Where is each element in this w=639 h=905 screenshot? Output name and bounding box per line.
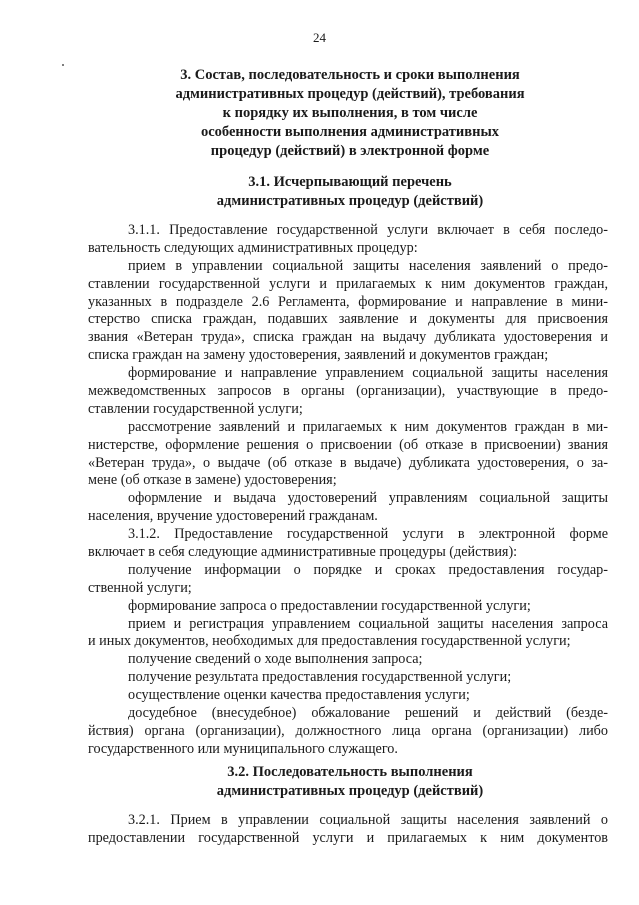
- text-line: получение сведений о ходе выполнения запроса;: [128, 651, 423, 668]
- text-line: населения, вручение удостоверений гражданам.: [88, 508, 378, 525]
- text-line: мене (об отказе в замене) удостоверения;: [88, 472, 337, 489]
- subsection-heading-3-1: [90, 173, 610, 211]
- text-line: йствия) органа (организации), должностного лица органа (организации) либо: [88, 722, 608, 739]
- text-line: формирование и направление управлением социальной защиты населения: [128, 365, 608, 382]
- text-line: межведомственных запросов в органы (организации), участвующие в предо-: [88, 383, 608, 400]
- section-heading-line: 3. Состав, последовательность и сроки выполнения: [180, 67, 520, 83]
- text-line: получение информации о порядке и сроках предоставления государ-: [128, 561, 608, 578]
- subsection-heading-3-2: [90, 763, 610, 801]
- page-number: 24: [313, 30, 326, 45]
- text-line: «Ветеран труда», о выдаче (об отказе в выдаче) дубликата удостоверения, о за-: [88, 454, 608, 471]
- text-line: осуществление оценки качества предоставления услуги;: [128, 687, 470, 704]
- text-line: звания «Ветеран труда», списка граждан на выдачу дубликата удостоверения и: [88, 329, 608, 346]
- text-line: ставлении государственной услуги;: [88, 400, 303, 417]
- scan-speck: [62, 64, 64, 66]
- text-line: получение результата предоставления государственной услуги;: [128, 669, 512, 686]
- subsection-heading-line: административных процедур (действий): [216, 193, 484, 209]
- text-line: досудебное (внесудебное) обжалование решений и действий (безде-: [128, 705, 608, 722]
- text-line: рассмотрение заявлений и прилагаемых к ним документов граждан в ми-: [128, 418, 608, 435]
- subsection-heading-line: 3.2. Последовательность выполнения: [227, 764, 473, 780]
- text-line: нистерстве, оформление решения о присвоении (об отказе в присвоении) звания: [88, 436, 608, 453]
- text-line: оформление и выдача удостоверений управлениям социальной защиты: [128, 490, 608, 507]
- section-heading-line: особенности выполнения административных: [200, 124, 500, 140]
- text-line: 3.1.1. Предоставление государственной услуги включает в себя последо-: [128, 222, 608, 238]
- text-line: ставлении государственной услуги и прилагаемых к ним документов граждан,: [88, 275, 608, 292]
- text-line: стерство списка граждан, подавших заявление и документы для присвоения: [88, 311, 608, 328]
- text-line: прием в управлении социальной защиты населения заявлений о предо-: [128, 257, 608, 274]
- text-line: предоставлении государственной услуги и прилагаемых к ним документов: [88, 829, 608, 846]
- body-text-block-1: [88, 222, 608, 759]
- subsection-heading-line: административных процедур (действий): [216, 783, 484, 799]
- body-text-block-2: [88, 812, 608, 848]
- text-line: 3.2.1. Прием в управлении социальной защиты населения заявлений о: [128, 812, 608, 828]
- text-line: 3.1.2. Предоставление государственной услуги в электронной форме: [128, 526, 608, 543]
- text-line: и иных документов, необходимых для предоставления государственной услуги;: [88, 633, 571, 650]
- section-heading-line: процедур (действий) в электронной форме: [210, 143, 490, 159]
- section-heading-line: административных процедур (действий), требования: [175, 86, 525, 102]
- section-heading-3: [90, 66, 610, 161]
- text-line: вательность следующих административных процедур:: [88, 239, 418, 256]
- section-heading-line: к порядку их выполнения, в том числе: [222, 105, 478, 121]
- text-line: государственного или муниципального служащего.: [88, 740, 398, 757]
- text-line: формирование запроса о предоставлении государственной услуги;: [128, 597, 531, 614]
- text-line: включает в себя следующие административные процедуры (действия):: [88, 544, 518, 561]
- text-line: указанных в подразделе 2.6 Регламента, формирование и направление в мини-: [88, 293, 608, 310]
- text-line: списка граждан на замену удостоверения, заявлений и документов граждан;: [88, 347, 549, 364]
- text-line: прием и регистрация управлением социальной защиты населения запроса: [128, 615, 608, 632]
- text-line: ственной услуги;: [88, 579, 192, 596]
- subsection-heading-line: 3.1. Исчерпывающий перечень: [248, 174, 452, 190]
